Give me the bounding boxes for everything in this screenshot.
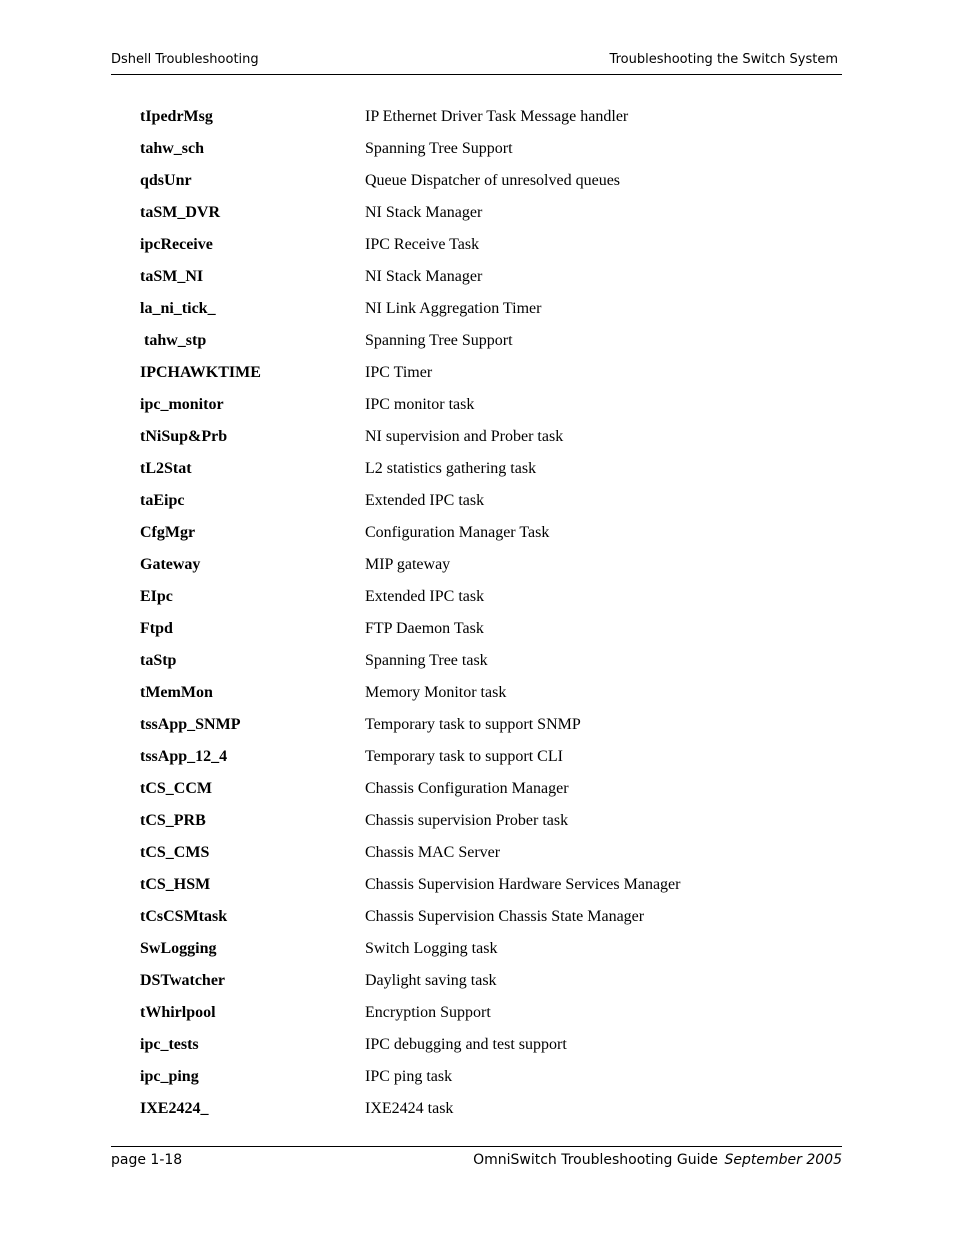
task-description: IPC Receive Task [365,236,480,253]
task-description: Spanning Tree task [365,652,488,669]
task-description: Chassis Supervision Chassis State Manager [365,908,645,925]
task-name: tssApp_SNMP [140,716,241,733]
table-row [140,490,840,522]
task-description: Configuration Manager Task [365,524,550,541]
task-name: Ftpd [140,620,173,637]
task-description: IPC debugging and test support [365,1036,567,1053]
table-row [140,650,840,682]
task-description: Chassis MAC Server [365,844,501,861]
task-name: ipcReceive [140,236,213,253]
task-description: IPC Timer [365,364,433,381]
task-name: tIpedrMsg [140,108,213,125]
table-row [140,298,840,330]
table-row [140,554,840,586]
table-row [140,1034,840,1066]
task-name: CfgMgr [140,524,196,541]
task-name: Gateway [140,556,201,573]
task-name: IPCHAWKTIME [140,364,261,381]
task-name: tCS_HSM [140,876,211,893]
task-description: Chassis Supervision Hardware Services Manager [365,876,681,893]
task-description: IPC monitor task [365,396,475,413]
task-name: tssApp_12_4 [140,748,228,765]
task-description: Spanning Tree Support [365,332,513,349]
task-description: NI Stack Manager [365,204,483,221]
task-name: ipc_ping [140,1068,199,1085]
task-name: tMemMon [140,684,213,701]
table-row [140,906,840,938]
table-row [140,426,840,458]
task-name: tCS_CMS [140,844,210,861]
task-description: IXE2424 task [365,1100,454,1117]
task-name: taStp [140,652,177,669]
table-row [140,842,840,874]
task-description: IP Ethernet Driver Task Message handler [365,108,629,125]
task-name: tCS_CCM [140,780,212,797]
task-description: Extended IPC task [365,492,485,509]
task-name: taSM_DVR [140,204,220,221]
task-name: qdsUnr [140,172,192,189]
task-description: Switch Logging task [365,940,498,957]
task-name: tCsCSMtask [140,908,228,925]
task-name: tCS_PRB [140,812,206,829]
table-row [140,938,840,970]
task-name: la_ni_tick_ [140,300,216,317]
task-description: Daylight saving task [365,972,497,989]
table-row [140,170,840,202]
task-description: Chassis supervision Prober task [365,812,569,829]
task-description: Chassis Configuration Manager [365,780,569,797]
table-row [140,138,840,170]
task-name: DSTwatcher [140,972,226,989]
table-row [140,362,840,394]
task-description: Queue Dispatcher of unresolved queues [365,172,621,189]
task-description: Temporary task to support CLI [365,748,563,765]
table-row [140,394,840,426]
table-row [140,266,840,298]
table-row [140,874,840,906]
task-name: EIpc [140,588,173,605]
table-row [140,458,840,490]
guide-title: OmniSwitch Troubleshooting Guide [473,1152,718,1168]
task-description: IPC ping task [365,1068,453,1085]
table-row [140,682,840,714]
task-description: NI Link Aggregation Timer [365,300,542,317]
table-row [140,522,840,554]
task-name: taEipc [140,492,185,509]
table-row [140,1098,840,1130]
task-description: FTP Daemon Task [365,620,484,637]
task-name: taSM_NI [140,268,204,285]
task-description: Memory Monitor task [365,684,507,701]
task-name: tNiSup&Prb [140,428,228,445]
task-name: ipc_tests [140,1036,199,1053]
table-row [140,778,840,810]
table-row [140,714,840,746]
task-name: SwLogging [140,940,217,957]
page-number: page 1-18 [111,1152,183,1168]
table-row [140,106,840,138]
task-description: NI supervision and Prober task [365,428,564,445]
task-description: NI Stack Manager [365,268,483,285]
task-description: MIP gateway [365,556,451,573]
task-name: tWhirlpool [140,1004,216,1021]
task-name: tahw_stp [140,332,207,349]
task-name: tL2Stat [140,460,192,477]
table-row [140,746,840,778]
table-row [140,202,840,234]
table-row [140,1066,840,1098]
page-header [111,50,842,75]
task-name: tahw_sch [140,140,205,157]
header-chapter-title: Troubleshooting the Switch System [609,52,838,67]
table-row [140,330,840,362]
task-table [140,106,840,1130]
page-footer [111,1146,842,1171]
task-description: L2 statistics gathering task [365,460,537,477]
header-section-title: Dshell Troubleshooting [111,52,259,67]
table-row [140,810,840,842]
table-row [140,970,840,1002]
table-row [140,1002,840,1034]
table-row [140,618,840,650]
task-name: IXE2424_ [140,1100,209,1117]
task-name: ipc_monitor [140,396,224,413]
task-description: Encryption Support [365,1004,491,1021]
table-row [140,234,840,266]
task-description: Spanning Tree Support [365,140,513,157]
table-row [140,586,840,618]
task-description: Temporary task to support SNMP [365,716,581,733]
publication-date: September 2005 [724,1152,842,1168]
task-description: Extended IPC task [365,588,485,605]
